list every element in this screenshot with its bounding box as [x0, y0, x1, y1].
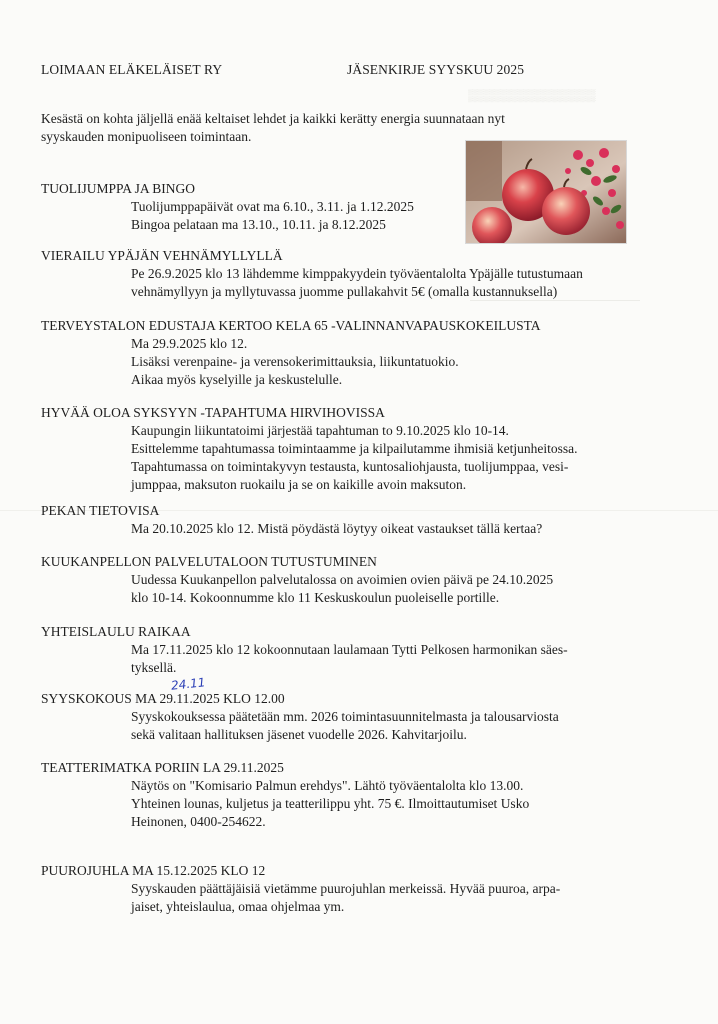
section-body	[131, 777, 681, 831]
body-line: Lisäksi verenpaine- ja verensokerimittauksia, liikuntatuokio.	[131, 354, 459, 369]
body-line: Esittelemme tapahtumassa toimintaamme ja kilpailutamme ihmisiä ketjunheitossa.	[131, 441, 578, 456]
body-line: Pe 26.9.2025 klo 13 lähdemme kimppakyydein työväentalolta Ypäjälle tutustumaan	[131, 266, 583, 281]
section-body	[131, 708, 681, 744]
section-body	[131, 641, 681, 677]
section-body	[131, 880, 681, 916]
corrected-date: 29	[159, 691, 174, 706]
section-tietovisa	[41, 502, 681, 538]
body-line: Uudessa Kuukanpellon palvelutalossa on avoimien ovien päivä pe 24.10.2025	[131, 572, 554, 587]
section-title: HYVÄÄ OLOA SYKSYYN -TAPAHTUMA HIRVIHOVISSA	[41, 405, 385, 420]
section-vehnamylly	[41, 247, 681, 301]
body-line: Tuolijumppapäivät ovat ma 6.10., 3.11. ja 1.12.2025	[131, 199, 414, 214]
body-line: Ma 17.11.2025 klo 12 kokoonnutaan laulamaan Tytti Pelkosen harmonikan säes-	[131, 642, 568, 657]
body-line: Syyskokouksessa päätetään mm. 2026 toimintasuunnitelmasta ja talousarviosta	[131, 709, 559, 724]
body-line: Syyskauden päättäjäisiä vietämme puurojuhlan merkeissä. Hyvää puuroa, arpa-	[131, 881, 561, 896]
handwritten-correction: 24.11	[170, 675, 206, 693]
body-line: vehnämyllyyn ja myllytuvassa juomme pullakahvit 5€ (omalla kustannuksella)	[131, 284, 558, 299]
section-body	[131, 520, 681, 538]
section-body	[131, 571, 681, 607]
section-terveystalo	[41, 317, 681, 389]
section-title: TERVEYSTALON EDUSTAJA KERTOO KELA 65 -VALINNANVAPAUSKOKEILUSTA	[41, 318, 541, 333]
body-line: Aikaa myös kyselyille ja keskustelulle.	[131, 372, 343, 387]
body-line: jumppaa, maksuton ruokailu ja se on kaikille avoin maksuton.	[131, 477, 467, 492]
body-line: Bingoa pelataan ma 13.10., 10.11. ja 8.12.2025	[131, 217, 386, 232]
intro-line: Kesästä on kohta jäljellä enää keltaiset lehdet ja kaikki kerätty energia suunnataan nyt	[41, 111, 505, 126]
section-body	[131, 198, 681, 234]
body-line: Heinonen, 0400-254622.	[131, 814, 266, 829]
section-title: PUUROJUHLA MA 15.12.2025 KLO 12	[41, 863, 266, 878]
section-body	[131, 335, 681, 389]
section-body	[131, 422, 681, 494]
section-title: VIERAILU YPÄJÄN VEHNÄMYLLYLLÄ	[41, 248, 283, 263]
section-title: KUUKANPELLON PALVELUTALOON TUTUSTUMINEN	[41, 554, 377, 569]
section-title: TEATTERIMATKA PORIIN LA 29.11.2025	[41, 760, 284, 775]
title-part: SYYSKOKOUS MA	[41, 691, 160, 706]
newsletter-title: JÄSENKIRJE SYYSKUU 2025	[347, 62, 525, 77]
body-line: Ma 20.10.2025 klo 12. Mistä pöydästä löytyy oikeat vastaukset tällä kertaa?	[131, 521, 543, 536]
section-title: PEKAN TIETOVISA	[41, 503, 160, 518]
show-through-text: ▒▒▒▒▒▒▒▒▒▒▒▒▒▒▒	[468, 88, 596, 102]
section-kuukanpelto	[41, 553, 681, 607]
section-title: TUOLIJUMPPA JA BINGO	[41, 181, 196, 196]
organization-name: LOIMAAN ELÄKELÄISET RY	[41, 62, 223, 77]
body-line: klo 10-14. Kokoonnumme klo 11 Keskuskoulun puoleiselle portille.	[131, 590, 500, 605]
section-puurojuhla	[41, 862, 681, 916]
section-body	[131, 265, 681, 301]
section-title: YHTEISLAULU RAIKAA	[41, 624, 191, 639]
section-title	[41, 690, 681, 708]
section-tuolijumppa	[41, 180, 681, 234]
title-part: .11.2025 KLO 12.00	[173, 691, 285, 706]
section-teatterimatka	[41, 759, 681, 831]
body-line: sekä valitaan hallituksen jäsenet vuodelle 2026. Kahvitarjoilu.	[131, 727, 467, 742]
body-line: jaiset, yhteislaulua, omaa ohjelmaa ym.	[131, 899, 345, 914]
body-line: tyksellä.	[131, 660, 177, 675]
section-syyskokous	[41, 675, 681, 744]
body-line: Yhteinen lounas, kuljetus ja teatterilippu yht. 75 €. Ilmoittautumiset Usko	[131, 796, 530, 811]
body-line: Näytös on "Komisario Palmun erehdys". Lähtö työväentalolta klo 13.00.	[131, 778, 524, 793]
body-line: Ma 29.9.2025 klo 12.	[131, 336, 248, 351]
intro-line: syyskauden monipuoliseen toimintaan.	[41, 129, 252, 144]
section-hirvihovi	[41, 404, 681, 494]
section-yhteislaulu	[41, 623, 681, 677]
body-line: Kaupungin liikuntatoimi järjestää tapahtuman to 9.10.2025 klo 10-14.	[131, 423, 509, 438]
body-line: Tapahtumassa on toimintakyvyn testausta, kuntosaliohjausta, tuolijumppaa, vesi-	[131, 459, 569, 474]
